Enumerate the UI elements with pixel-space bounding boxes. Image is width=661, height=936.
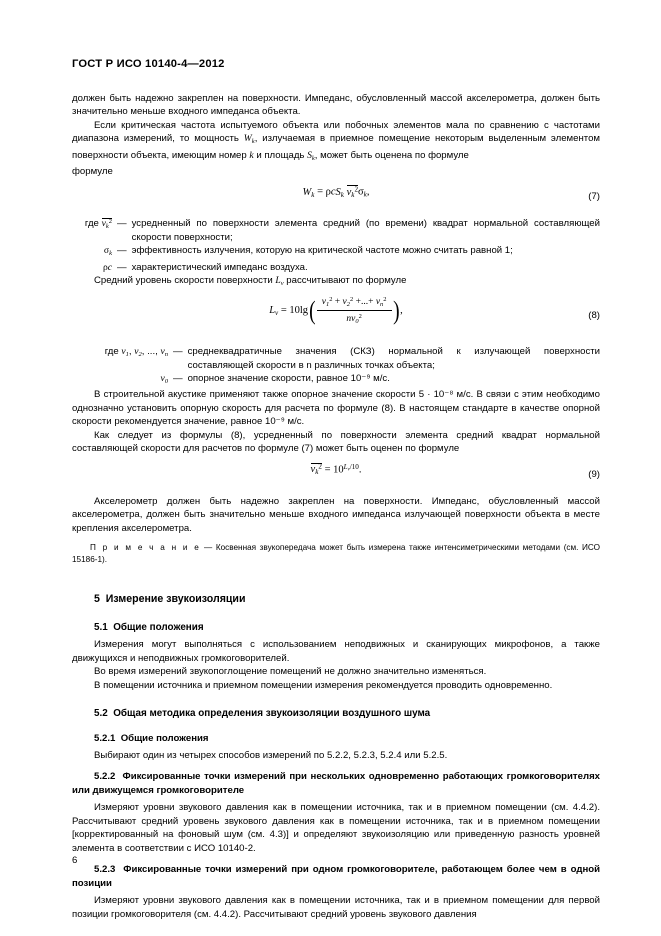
definition-dash-3: — bbox=[117, 261, 127, 273]
definition-term-rhoc: ρc bbox=[102, 261, 112, 273]
page-header: ГОСТ Р ИСО 10140-4—2012 bbox=[72, 58, 225, 70]
page-content bbox=[72, 92, 600, 921]
paragraph-5-2-1-1: Выбирают один из четырех способов измерений по 5.2.2, 5.2.3, 5.2.4 или 5.2.5. bbox=[94, 750, 448, 762]
section-heading-5-2-2 bbox=[72, 770, 600, 797]
section-heading-5-2-3 bbox=[72, 863, 600, 890]
definition-list-1 bbox=[72, 217, 600, 274]
definition-row-v0 bbox=[72, 372, 600, 388]
section-5-1-number: 5.1 bbox=[94, 621, 108, 633]
gde-label-2: где bbox=[104, 346, 119, 358]
section-5-2-2-number: 5.2.2 bbox=[94, 771, 116, 783]
section-heading-5-1 bbox=[72, 621, 600, 634]
section-5-2-title: Общая методика определения звукоизоляции воздушного шума bbox=[113, 708, 431, 720]
definition-desc-v0: опорное значение скорости, равное 10⁻⁹ м/с. bbox=[187, 373, 390, 385]
definition-term-sigma: $\sigma_k$ bbox=[103, 245, 112, 258]
definition-desc-vlist: среднеквадратичные значения (СКЗ) нормальной к излучающей поверхности составляющей скорости в n различных точках объекта; bbox=[187, 346, 600, 371]
mid-speed-level-text: Средний уровень скорости поверхности bbox=[94, 274, 276, 286]
section-5-2-1-title: Общие положения bbox=[120, 732, 209, 744]
section-5-2-number: 5.2 bbox=[94, 708, 108, 720]
paragraph-5-2-3-1: Измеряют уровни звукового давления как в помещении источника, так и в приемном помещении для первой позиции громкоговорителя (см. 4.4.2). Рассчитывают средний уровень звукового давления bbox=[72, 895, 600, 920]
section-5-1-title: Общие положения bbox=[113, 621, 204, 633]
definition-desc-sigma: эффективность излучения, которую на критической частоте можно считать равной 1; bbox=[131, 245, 513, 257]
section-5-2-2-title: Фиксированные точки измерений при нескольких одновременно работающих громкоговорителях или движущемся громкоговорителе bbox=[72, 771, 600, 796]
equation-7-row bbox=[72, 185, 600, 211]
definition-row-rhoc bbox=[72, 261, 600, 274]
definition-term-vlist: где $v_1$, $v_2$, ..., $v_n$ bbox=[104, 346, 168, 359]
section-heading-5-2 bbox=[72, 707, 600, 720]
paragraph-5-1-1: Измерения могут выполняться с использованием неподвижных и сканирующих микрофонов, а также движущихся и неподвижных громкоговорителей. bbox=[72, 639, 600, 664]
paragraph-5-2-2-1: Измеряют уровни звукового давления как в помещении источника, так и в приемном помещении (см. 4.4.2). Рассчитывают средний уровень звукового давления как в помещении источника, так и в приемном помещении [корректированный на фоновый шум (см. 4.3)] и определяют звукоизоляцию или приведенную разность уровней элемента в соответствии с ИСО 10140-2. bbox=[72, 802, 600, 854]
section-5-2-3-number: 5.2.3 bbox=[94, 864, 116, 876]
equation-7-number: (7) bbox=[588, 191, 600, 203]
definition-row-vlist bbox=[72, 345, 600, 372]
symbol-W-k: $W_k$ bbox=[243, 133, 255, 146]
equation-8-row bbox=[72, 296, 600, 338]
section-5-number: 5 bbox=[94, 592, 100, 605]
symbol-k: k bbox=[249, 149, 254, 161]
page-number: 6 bbox=[72, 855, 78, 866]
section-heading-5-2-1 bbox=[72, 732, 600, 745]
equation-7: $W_k = \rho cS_k$ $v_k^2\sigma_k$, bbox=[302, 185, 370, 199]
mid-speed-level-text-end: рассчитывают по формуле bbox=[283, 274, 407, 286]
section-heading-5 bbox=[72, 592, 600, 606]
definition-list-2 bbox=[72, 345, 600, 388]
gde-label: где bbox=[84, 218, 99, 230]
definition-dash-2: — bbox=[117, 245, 127, 257]
paragraph-building-acoustics: В строительной акустике применяют также опорное значение скорости 5 · 10⁻⁸ м/с. В связи с этим необходимо однозначно установить опорную скорость для расчета по формуле (8). В настоящем стандарте в качестве опорной скорости рекомендуется значение, равное 10⁻⁹ м/с. bbox=[72, 389, 600, 428]
definition-dash-1: — bbox=[117, 218, 127, 230]
equation-9-row bbox=[72, 463, 600, 489]
paragraph-formula-word: формуле bbox=[72, 165, 113, 177]
section-5-title: Измерение звукоизоляции bbox=[105, 592, 246, 605]
definition-dash-5: — bbox=[173, 373, 183, 385]
paragraph-follows-from-8: Как следует из формулы (8), усредненный по поверхности элемента средний квадрат нормальной составляющей скорости для расчетов по формуле (7) может быть оценен по формуле bbox=[72, 429, 600, 455]
definition-desc-vk: усредненный по поверхности элемента средний (по времени) квадрат нормальной составляющей скорости поверхности; bbox=[131, 218, 600, 243]
definition-row-sigma bbox=[72, 244, 600, 260]
definition-desc-rhoc: характеристический импеданс воздуха. bbox=[131, 261, 308, 273]
paragraph-mid-speed-level bbox=[72, 274, 600, 290]
equation-9: $v_k^2 = 10^{L_v/10}$. bbox=[310, 462, 362, 477]
paragraph-accelerometer: Акселерометр должен быть надежно закреплен на поверхности. Импеданс, обусловленный массой акселерометра, должен быть значительно меньше входного импеданса излучающей поверхности объекта в месте крепления акселерометра. bbox=[72, 495, 600, 534]
paragraph-critical-frequency-part2: , излучаемая в приемное помещение некоторым выделенным элементом поверхности объекта, имеющим номер bbox=[72, 133, 600, 161]
section-5-2-3-title: Фиксированные точки измерений при одном громкоговорителе, работающем более чем в одной позиции bbox=[72, 864, 600, 889]
paragraph-intro: должен быть надежно закреплен на поверхности. Импеданс, обусловленный массой акселерометра, должен быть значительно меньше входного импеданса объекта. bbox=[72, 93, 600, 118]
equation-9-number: (9) bbox=[588, 468, 600, 480]
symbol-S-k: $S_k$ bbox=[307, 149, 315, 162]
paragraph-critical-frequency bbox=[72, 119, 600, 165]
equation-8-number: (8) bbox=[588, 310, 600, 322]
definition-term-vk: где $v_k^2$ bbox=[84, 218, 112, 231]
paragraph-5-1-3: В помещении источника и приемном помещении измерения рекомендуется проводить одновременно. bbox=[94, 679, 553, 691]
symbol-L-v: $L_v$ bbox=[275, 274, 284, 287]
note-block bbox=[72, 542, 600, 567]
equation-8: $L_v = 10\lg$( $\frac{v_1^2 + v_2^2 +...+ v_n^2}{nv_0^2}$ ), bbox=[269, 295, 403, 325]
paragraph-critical-frequency-part1: Если критическая частота испытуемого объекта или побочных элементов мала по сравнению с частотами диапазона измерений, то мощность bbox=[72, 119, 600, 145]
note-label: П р и м е ч а н и е bbox=[90, 543, 201, 553]
paragraph-critical-frequency-part4: , может быть оценена по формуле bbox=[314, 149, 469, 161]
section-5-2-1-number: 5.2.1 bbox=[94, 732, 116, 744]
paragraph-5-1-2: Во время измерений звукопоглощение помещений не должно значительно изменяться. bbox=[94, 666, 487, 678]
note-text: — Косвенная звукопередача может быть измерена также интенсиметрическими методами (см. ИСО 15186-1). bbox=[72, 543, 600, 565]
definition-term-v0: $v_0$ bbox=[160, 373, 168, 385]
paragraph-critical-frequency-part3: и площадь bbox=[253, 149, 308, 161]
definition-dash-4: — bbox=[173, 346, 183, 358]
definition-row-vk bbox=[72, 217, 600, 244]
